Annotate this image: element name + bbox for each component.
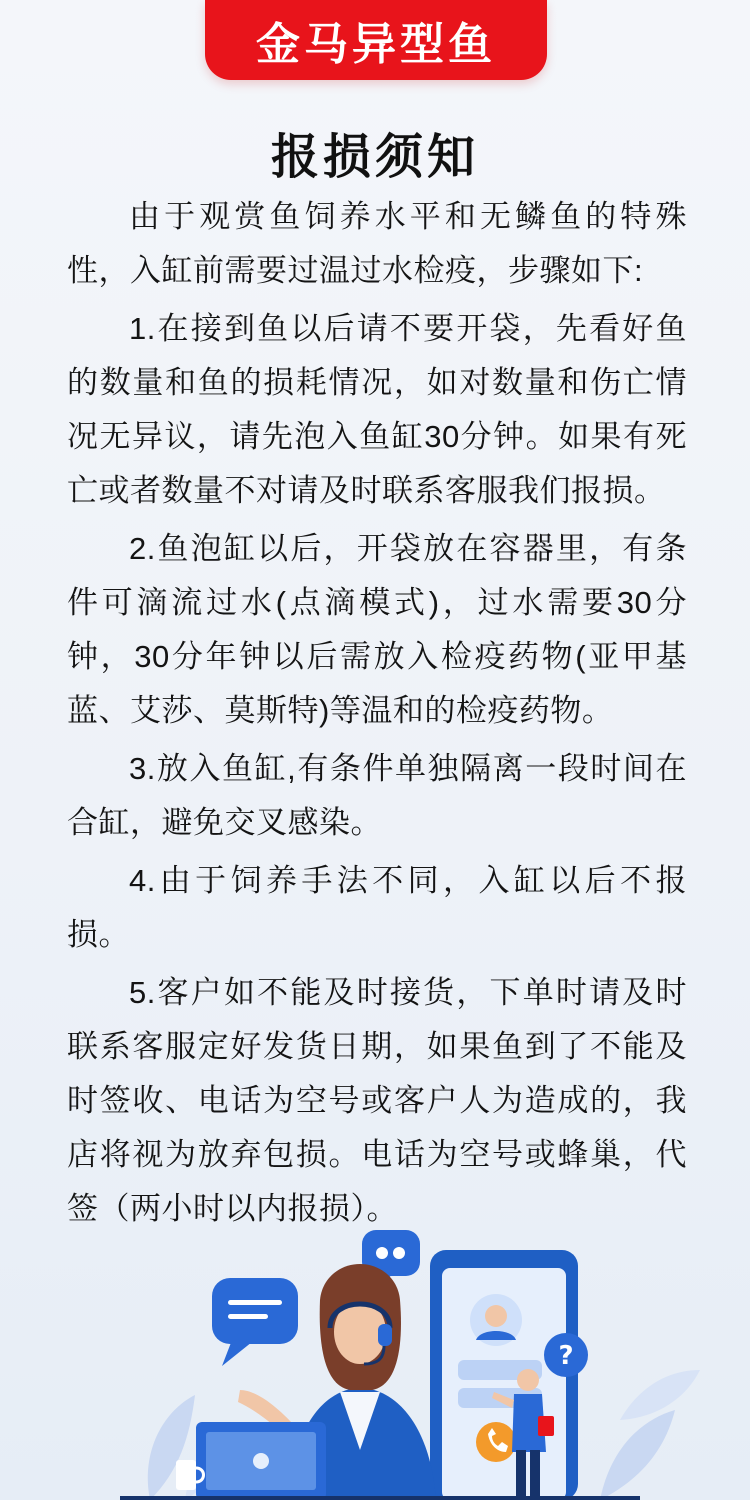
step-1-paragraph: 1.在接到鱼以后请不要开袋，先看好鱼的数量和鱼的损耗情况，如对数量和伤亡情况无异议，请先泡入鱼缸30分钟。如果有死亡或者数量不对请及时联系客服我们报损。 <box>67 311 687 508</box>
laptop-icon <box>196 1422 326 1500</box>
svg-text:?: ? <box>558 1341 574 1371</box>
notice-content <box>67 190 687 1240</box>
smartphone-icon <box>430 1250 578 1500</box>
brand-name: 金马异型鱼 <box>256 19 496 70</box>
phone-call-icon <box>476 1422 516 1462</box>
brand-banner <box>205 0 547 80</box>
customer-service-illustration <box>0 1220 750 1500</box>
page-title: 报损须知 <box>270 131 479 184</box>
step-3-paragraph: 3.放入鱼缸,有条件单独隔离一段时间在合缸，避免交叉感染。 <box>67 751 687 840</box>
intro-paragraph: 由于观赏鱼饲养水平和无鳞鱼的特殊性，入缸前需要过温过水检疫，步骤如下: <box>67 199 687 288</box>
leaf-decoration-right <box>600 1370 700 1500</box>
question-bubble-icon <box>544 1333 588 1377</box>
desk-line <box>120 1496 640 1500</box>
step-2-paragraph: 2.鱼泡缸以后，开袋放在容器里，有条件可滴流过水(点滴模式)，过水需要30分钟，30分年钟以后需放入检疫药物(亚甲基蓝、艾莎、莫斯特)等温和的检疫药物。 <box>67 531 687 728</box>
step-4-paragraph: 4.由于饲养手法不同，入缸以后不报损。 <box>67 863 687 952</box>
step-5-paragraph: 5.客户如不能及时接货，下单时请及时联系客服定好发货日期，如果鱼到了不能及时签收、电话为空号或客户人为造成的，我店将视为放弃包损。电话为空号或蜂巢，代签（两小时以内报损）。 <box>67 975 687 1226</box>
chat-bubble-icon <box>212 1278 298 1366</box>
